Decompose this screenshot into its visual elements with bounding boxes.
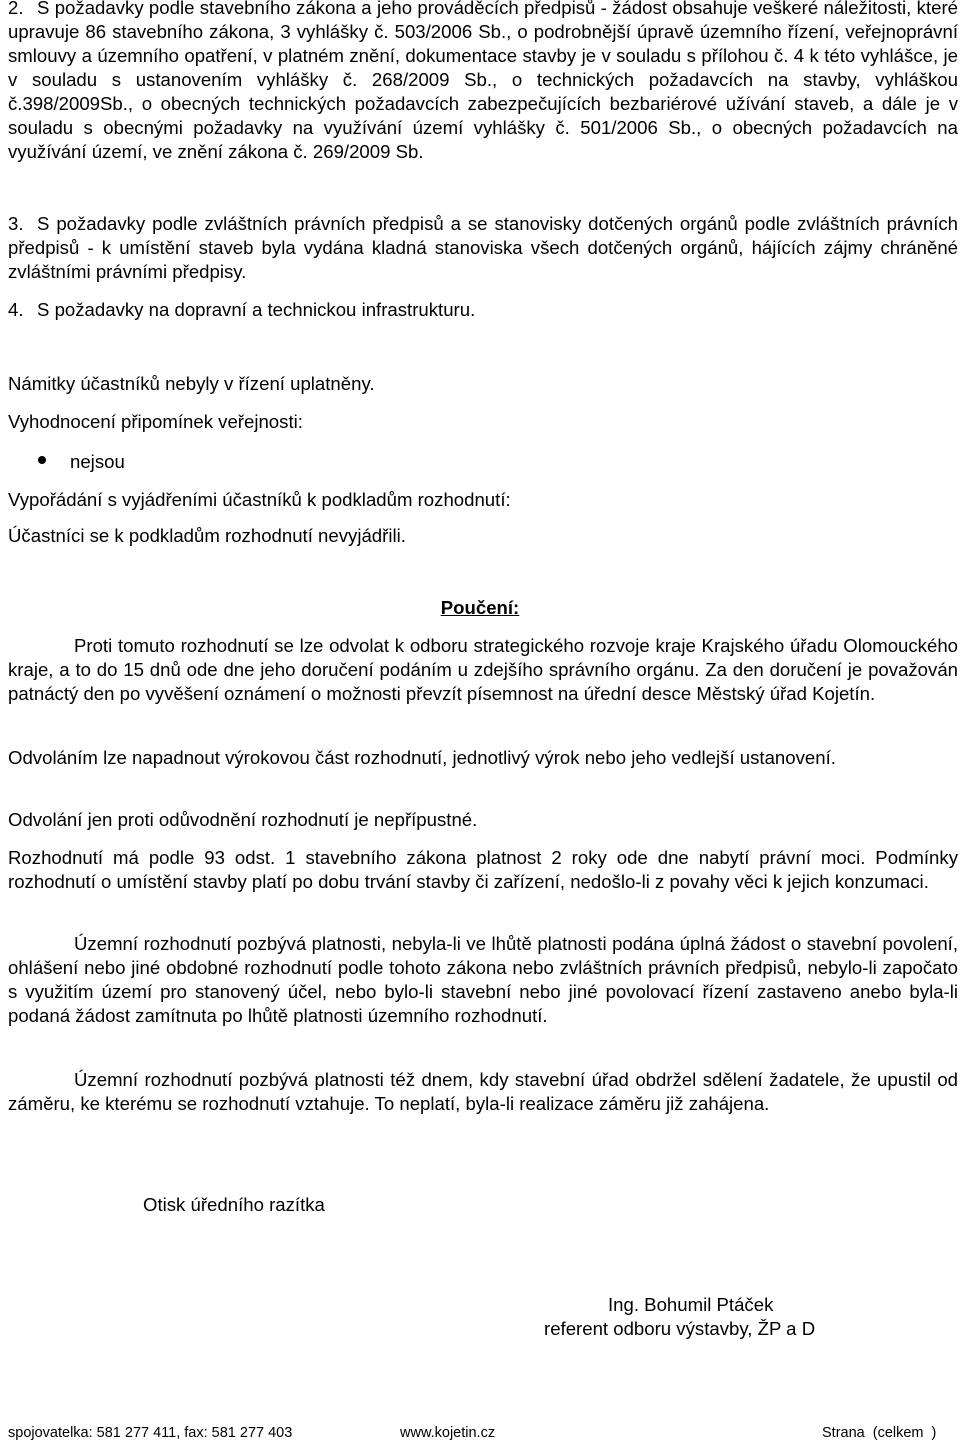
pouceni-paragraph-6: Územní rozhodnutí pozbývá platnosti též dnem, kdy stavební úřad obdržel sdělení žadatele, že upustil od záměru, ke kterému se rozhodnutí vztahuje. To neplatí, byla-li realizace záměru již zahájena.	[8, 1069, 958, 1114]
item-text: S požadavky na dopravní a technickou infrastrukturu.	[37, 299, 476, 320]
footer-web[interactable]: www.kojetin.cz	[400, 1425, 496, 1441]
item-2	[8, 0, 958, 164]
item-text: S požadavky podle stavebního zákona a jeho prováděcích předpisů - žádost obsahuje veškeré náležitosti, které upravuje 86 stavebního zákona, 3 vyhlášky č. 503/2006 Sb., o podrobnější úpravě územního řízení, veřejnoprávní smlouvy a územního opatření, v platném znění, dokumentace stavby je v souladu s přílohou č. 4 k této vyhlášce, je v souladu s ustanovením vyhlášky č. 268/2009 Sb., o technických požadavcích na stavby, vyhláškou č.398/2009Sb., o obecných technických požadavcích zabezpečujících bezbariérové užívání staveb, a dále je v souladu s obecnými požadavky na využívání území vyhlášky č. 501/2006 Sb., o obecných požadavcích na využívání území, ve znění zákona č. 269/2009 Sb.	[8, 0, 958, 162]
item-number: 4.	[8, 299, 24, 320]
signature-role: referent odboru výstavby, ŽP a D	[544, 1318, 816, 1339]
footer-page: Strana (celkem )	[822, 1425, 937, 1441]
pouceni-heading: Poučení:	[440, 597, 520, 618]
pouceni-paragraph-3: Odvolání jen proti odůvodnění rozhodnutí je nepřípustné.	[8, 809, 478, 830]
item-text: S požadavky podle zvláštních právních předpisů a se stanovisky dotčených orgánů podle zvláštních právních předpisů - k umístění staveb byla vydána kladná stanoviska všech dotčených orgánů, hájících zájmy chráněné zvláštními právními předpisy.	[8, 213, 958, 282]
item-number: 2.	[8, 0, 24, 18]
ucastnici-text: Účastníci se k podkladům rozhodnutí nevyjádřili.	[8, 525, 406, 546]
bullet-dot	[38, 456, 46, 464]
vyporadani-label: Vypořádání s vyjádřeními účastníků k podkladům rozhodnutí:	[8, 489, 511, 510]
vyhodnoceni-label: Vyhodnocení připomínek veřejnosti:	[8, 411, 303, 432]
footer-contact: spojovatelka: 581 277 411, fax: 581 277 403	[8, 1425, 293, 1441]
item-number: 3.	[8, 213, 24, 234]
item-4	[8, 298, 958, 322]
pouceni-paragraph-5: Územní rozhodnutí pozbývá platnosti, nebyla-li ve lhůtě platnosti podána úplná žádost o stavební povolení, ohlášení nebo jiné obdobné rozhodnutí podle tohoto zákona nebo zvláštních právních předpisů, nebylo-li započato s využitím území pro stanovený účel, nebo bylo-li stavební nebo jiné povolovací řízení zastaveno anebo byla-li podaná žádost zamítnuta po lhůtě platnosti územního rozhodnutí.	[8, 933, 958, 1026]
item-3	[8, 212, 958, 284]
stamp-label: Otisk úředního razítka	[143, 1194, 325, 1215]
pouceni-paragraph-2: Odvoláním lze napadnout výrokovou část rozhodnutí, jednotlivý výrok nebo jeho vedlejší ustanovení.	[8, 747, 836, 768]
pouceni-paragraph-1: Proti tomuto rozhodnutí se lze odvolat k odboru strategického rozvoje kraje Krajského úřadu Olomouckého kraje, a to do 15 dnů ode dne jeho doručení podáním u zdejšího správního orgánu. Za den doručení je považován patnáctý den po vyvěšení oznámení o možnosti převzít písemnost na úřední desce Městský úřad Kojetín.	[8, 635, 958, 704]
namitky-text: Námitky účastníků nebyly v řízení uplatněny.	[8, 373, 375, 394]
bullet-text: nejsou	[70, 451, 125, 472]
pouceni-paragraph-4: Rozhodnutí má podle 93 odst. 1 stavebního zákona platnost 2 roky ode dne nabytí právní moci. Podmínky rozhodnutí o umístění stavby platí po dobu trvání stavby či zařízení, nedošlo-li z povahy věci k jejich konzumaci.	[8, 847, 958, 892]
signature-name: Ing. Bohumil Ptáček	[608, 1294, 774, 1315]
